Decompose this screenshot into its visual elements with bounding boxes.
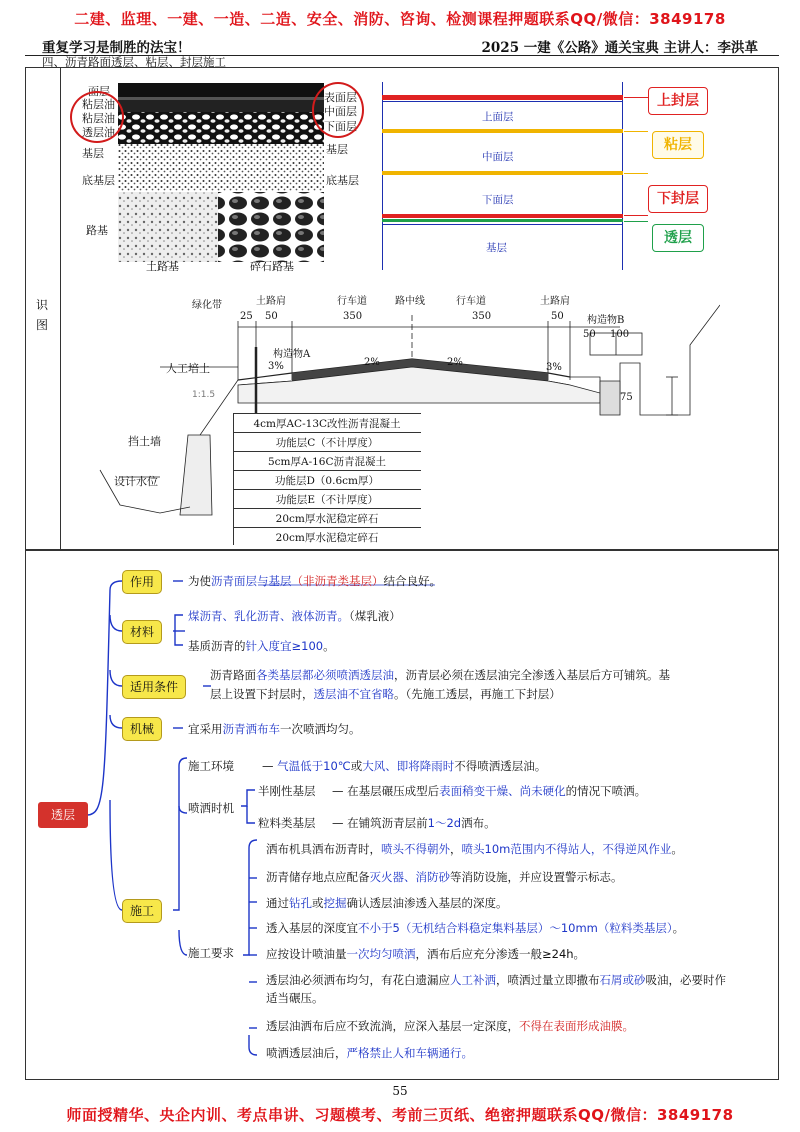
layer-name-lower: 下面层 [482,194,514,206]
table-row: 4cm厚AC-13C改性沥青混凝土 [233,413,421,434]
req-item-1: 洒布机具洒布沥青时，喷头不得朝外，喷头10m范围内不得站人，不得逆风作业。 [266,842,683,856]
gran-text: — 在铺筑沥青层前1～2d洒布。 [332,816,496,830]
label-structure-b: 构造物B [587,315,625,326]
zuoyong-text: 为使沥青面层与基层（非沥青类基层）结合良好。 [188,574,441,588]
req-item-7: 透层油洒布后应不致流淌，应深入基层一定深度，不得在表面形成油膜。 [266,1019,634,1033]
slope-left-lane: 2% [364,357,380,368]
bottom-banner: 师面授精华、央企内训、考点串讲、习题模考、考前三页纸、绝密押题联系QQ/微信：3849178 [66,1106,734,1124]
photo-label-prime: 透层油 [82,126,115,139]
req-item-6-cont: 适当碾压。 [266,991,324,1005]
photo-label-tack1: 粘层油 [82,98,115,111]
cailiao-line2: 基质沥青的针入度宜≥100。 [188,639,335,653]
photo-label-r-subbase: 底基层 [326,174,359,187]
slope-right-shoulder: 3% [546,362,562,373]
photo-label-gravel: 碎石路基 [250,260,294,273]
page-number: 55 [392,1084,408,1098]
slope-left-shoulder: 3% [268,361,284,372]
req-item-4: 透入基层的深度宜不小于5（无机结合料稳定集料基层）～10mm（粒料类基层）。 [266,921,685,935]
shiyong-line1: 沥青路面各类基层都必须喷洒透层油，沥青层必须在透层油完全渗透入基层后方可铺筑。基 [210,668,670,682]
label-lane-right: 行车道 [456,296,486,307]
semi-label: 半刚性基层 [258,784,316,798]
layer-name-base: 基层 [486,242,507,254]
tag-upper-seal: 上封层 [648,87,708,115]
top-banner: 二建、监理、一建、一造、二造、安全、消防、咨询、检测课程押题联系QQ/微信：3849178 [74,10,726,28]
layer-name-upper: 上面层 [482,111,514,123]
photo-label-low-layer: 下面层 [324,120,357,133]
table-row: 20cm厚水泥稳定碎石 [233,508,421,529]
photo-label-subbase: 底基层 [82,174,115,187]
dim-25: 25 [240,311,253,322]
section-title: 四、沥青路面透层、粘层、封层施工 [42,55,226,69]
side-label-2: 图 [36,318,49,332]
left-circle-highlight [70,91,124,143]
node-jixie: 机械 [122,717,162,741]
timing-label: 喷洒时机 [188,801,234,815]
node-shigong: 施工 [122,899,162,923]
slope-right-lane: 2% [447,357,463,368]
table-row: 功能层C（不计厚度） [233,432,421,453]
table-row: 5cm厚A-16C沥青混凝土 [233,451,421,472]
photo-label-tack2: 粘层油 [82,112,115,125]
label-retaining-wall: 挡土墙 [128,435,161,448]
side-label-1: 识 [36,298,49,312]
semi-text: — 在基层碾压成型后表面稍变干燥、尚未硬化的情况下喷洒。 [332,784,647,798]
photo-label-r-base: 基层 [326,143,348,156]
gran-label: 粒料类基层 [258,816,316,830]
layer-name-middle: 中面层 [482,151,514,163]
req-item-5: 应按设计喷油量一次均匀喷洒，洒布后应充分渗透一般≥24h。 [266,947,586,961]
dim-100-b: 100 [610,329,630,340]
label-lane-left: 行车道 [337,296,367,307]
tag-tack-coat: 粘层 [652,131,704,159]
header-left: 重复学习是制胜的法宝！ [42,40,191,56]
tag-prime-coat: 透层 [652,224,704,252]
dim-50-b: 50 [583,329,596,340]
node-zuoyong: 作用 [122,570,162,594]
photo-label-top-layer: 表面层 [324,91,357,104]
table-row: 功能层D（0.6cm厚） [233,470,421,491]
label-slope-ratio: 1:1.5 [192,390,216,400]
node-cailiao: 材料 [122,620,162,644]
photo-label-subgrade: 路基 [86,224,108,237]
table-row: 功能层E（不计厚度） [233,489,421,510]
pavement-photo [118,83,324,271]
header-right: 2025 一建《公路》通关宝典 主讲人：李洪革 [481,40,758,56]
node-shiyong: 适用条件 [122,675,186,699]
label-manual-fill: 人工培土 [166,362,210,375]
label-shoulder-right: 土路肩 [540,296,570,307]
req-item-3: 通过钻孔或挖掘确认透层油渗透入基层的深度。 [266,896,508,910]
photo-label-surface: 面层 [88,85,110,98]
right-circle-highlight [312,82,364,138]
label-green-belt: 绿化带 [192,300,222,311]
photo-label-mid-layer: 中面层 [324,105,357,118]
photo-label-soil: 土路基 [146,260,179,273]
label-centerline: 路中线 [395,296,425,307]
dim-350-right: 350 [472,311,492,322]
label-design-water-level: 设计水位 [114,475,158,488]
shiyong-line2: 层上设置下封层时，透层油不宜省略。（先施工透层，再施工下封层） [210,687,561,701]
jixie-text: 宜采用沥青洒布车一次喷洒均匀。 [188,722,361,736]
mindmap-root: 透层 [38,802,88,828]
req-item-8: 喷洒透层油后，严格禁止人和车辆通行。 [266,1046,473,1060]
env-text: — 气温低于10℃或大风、即将降雨时不得喷洒透层油。 [262,759,547,773]
req-item-6: 透层油必须洒布均匀，有花白遗漏应人工补洒，喷洒过量立即撒布石屑或砂吸油，必要时作 [266,973,726,987]
table-row: 20cm厚水泥稳定碎石 [233,527,421,548]
env-label: 施工环境 [188,759,234,773]
label-structure-a: 构造物A [273,349,311,360]
cailiao-line1: 煤沥青、乳化沥青、液体沥青。（煤乳液） [188,609,401,623]
dim-350-left: 350 [343,311,363,322]
dim-75: 75 [620,392,633,403]
label-shoulder-left: 土路肩 [256,296,286,307]
req-item-2: 沥青储存地点应配备灭火器、消防砂等消防设施，并应设置警示标志。 [266,870,623,884]
req-label: 施工要求 [188,946,234,960]
dim-50-right: 50 [551,311,564,322]
photo-label-base: 基层 [82,147,104,160]
tag-lower-seal: 下封层 [648,185,708,213]
dim-50-left: 50 [265,311,278,322]
